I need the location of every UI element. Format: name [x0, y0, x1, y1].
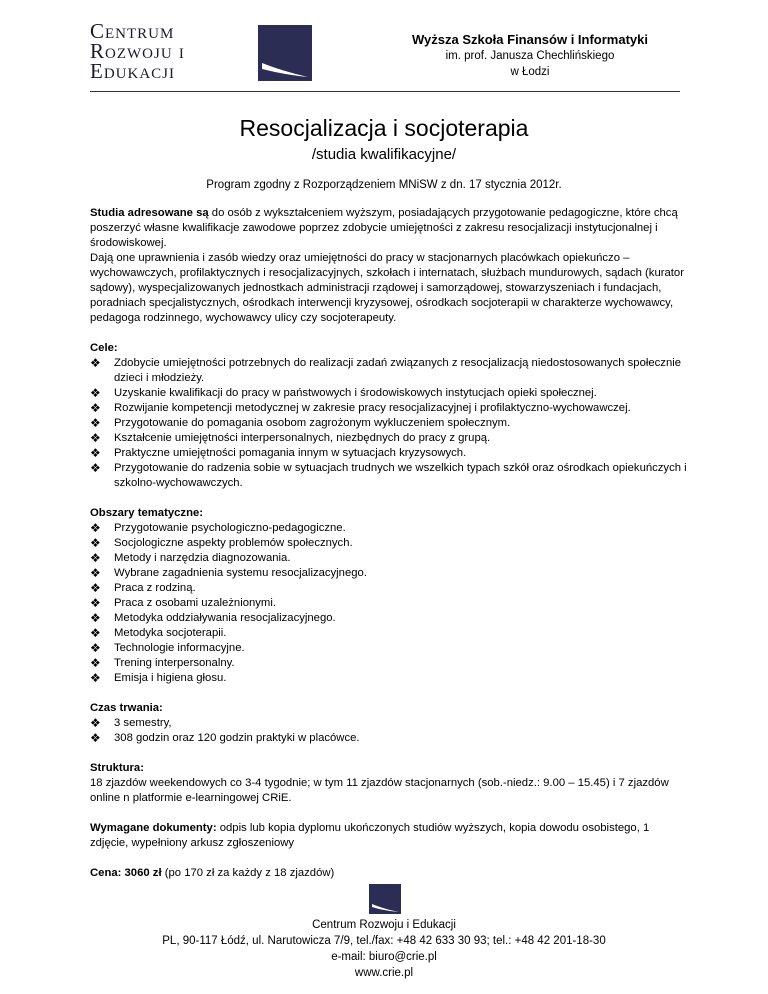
footer-address: PL, 90-117 Łódź, ul. Narutowicza 7/9, tel./fax: +48 42 633 30 93; tel.: +48 42 201-18-30 — [162, 935, 606, 947]
header-divider — [90, 91, 680, 92]
list-item: ❖ Praca z rodziną. — [90, 581, 196, 595]
list-item: ❖ Socjologiczne aspekty problemów społecznych. — [90, 536, 353, 550]
diamond-bullet-icon: ❖ — [90, 731, 101, 745]
price-text: (po 170 zł za każdy z 18 zjazdów) — [161, 867, 335, 879]
list-item: ❖ 3 semestry, — [90, 716, 172, 730]
logo-swoosh-icon — [258, 25, 312, 81]
topics-heading: Obszary tematyczne: — [90, 507, 204, 519]
diamond-bullet-icon: ❖ — [90, 401, 101, 415]
diamond-bullet-icon: ❖ — [90, 581, 101, 595]
list-item: ❖ Praca z osobami uzależnionymi. — [90, 596, 276, 610]
footer-org: Centrum Rozwoju i Edukacji — [312, 919, 456, 931]
footer-email: e-mail: biuro@crie.pl — [331, 951, 437, 963]
page-title: Resocjalizacja i socjoterapia — [239, 115, 529, 141]
duration-heading: Czas trwania: — [90, 702, 163, 714]
logo — [90, 21, 300, 83]
diamond-bullet-icon: ❖ — [90, 656, 101, 670]
list-item: ❖ Przygotowanie do radzenia sobie w sytuacjach trudnych we wszelkich typach szkół oraz ośrodkach opiekuńczych i szkolno-wychowawczych. — [90, 461, 687, 489]
diamond-bullet-icon: ❖ — [90, 626, 101, 640]
goals-heading: Cele: — [90, 342, 118, 354]
footer-logo-icon — [369, 884, 401, 914]
goals-list — [90, 356, 690, 491]
intro-paragraph — [90, 206, 690, 251]
footer-web: www.crie.pl — [354, 967, 414, 979]
price-heading: Cena: 3060 zł — [90, 867, 162, 879]
diamond-bullet-icon: ❖ — [90, 671, 101, 685]
list-item: ❖ Przygotowanie psychologiczno-pedagogiczne. — [90, 521, 346, 535]
document-body — [90, 206, 690, 881]
page-subtitle: /studia kwalifikacyjne/ — [311, 146, 457, 163]
list-item: ❖ Uzyskanie kwalifikacji do pracy w państwowych i środowiskowych instytucjach opieki społecznej. — [90, 386, 597, 400]
list-item: ❖ Kształcenie umiejętności interpersonalnych, niezbędnych do pracy z grupą. — [90, 431, 491, 445]
diamond-bullet-icon: ❖ — [90, 446, 101, 460]
diamond-bullet-icon: ❖ — [90, 536, 101, 550]
school-city: w Łodzi — [510, 66, 550, 78]
list-item: ❖ Rozwijanie kompetencji metodycznej w zakresie pracy resocjalizacyjnej i profilaktyczno-wychowawczej. — [90, 401, 631, 415]
documents-text: odpis lub kopia dyplomu ukończonych studiów wyższych, kopia dowodu osobistego, 1 zdjęcie, wypełniony arkusz zgłoszeniowy — [90, 822, 650, 849]
list-item: ❖ Zdobycie umiejętności potrzebnych do realizacji zadań związanych z resocjalizacją niedostosowanych społecznie dzieci i młodzieży. — [90, 356, 682, 384]
diamond-bullet-icon: ❖ — [90, 356, 101, 370]
structure-heading: Struktura: — [90, 762, 144, 774]
diamond-bullet-icon: ❖ — [90, 416, 101, 430]
list-item: ❖ Trening interpersonalny. — [90, 656, 235, 670]
topics-list — [90, 521, 690, 686]
duration-list — [90, 716, 690, 746]
list-item: ❖ Metodyka oddziaływania resocjalizacyjnego. — [90, 611, 336, 625]
list-item: ❖ Metodyka socjoterapii. — [90, 626, 227, 640]
documents-paragraph — [90, 821, 690, 851]
program-note: Program zgodny z Rozporządzeniem MNiSW z dn. 17 stycznia 2012r. — [206, 179, 562, 191]
list-item: ❖ Technologie informacyjne. — [90, 641, 245, 655]
diamond-bullet-icon: ❖ — [90, 716, 101, 730]
logo-wordmark — [90, 21, 185, 81]
list-item: ❖ Przygotowanie do pomagania osobom zagrożonym wykluczeniem społecznym. — [90, 416, 511, 430]
school-header — [400, 31, 660, 80]
price-paragraph — [90, 866, 690, 881]
logo-line-2: Rozwoju i — [90, 39, 185, 63]
intro-text: do osób z wykształceniem wyższym, posiadających przygotowanie pedagogiczne, które chcą poszerzyć własne kwalifikacje zawodowe poprzez zdobycie umiejętności z zakresu resocjalizacji instytucjonalnej i środowiskowej. — [90, 207, 678, 249]
intro-lead: Studia adresowane są — [90, 207, 209, 219]
logo-line-3: Edukacji — [90, 59, 175, 83]
list-item: ❖ 308 godzin oraz 120 godzin praktyki w placówce. — [90, 731, 360, 745]
list-item: ❖ Praktyczne umiejętności pomagania innym w sytuacjach kryzysowych. — [90, 446, 467, 460]
diamond-bullet-icon: ❖ — [90, 386, 101, 400]
school-name: Wyższa Szkoła Finansów i Informatyki — [412, 32, 648, 47]
diamond-bullet-icon: ❖ — [90, 551, 101, 565]
diamond-bullet-icon: ❖ — [90, 521, 101, 535]
diamond-bullet-icon: ❖ — [90, 611, 101, 625]
diamond-bullet-icon: ❖ — [90, 461, 101, 475]
intro-paragraph-2: Dają one uprawnienia i zasób wiedzy oraz umiejętności do pracy w stacjonarnych placówkach opiekuńczo – wychowawczych, profilaktycznych i resocjalizacyjnych, szkołach i internatach, służbach mundurowych, sądach (kurator sądowy), wyspecjalizowanych jednostkach administracji rządowej i samorządowej, stowarzyszeniach i fundacjach, poradniach specjalistycznych, ośrodkach interwencji kryzysowej, ośrodkach socjoterapii w charakterze wychowawcy, pedagoga rodzinnego, wychowawcy ulicy czy socjoterapeuty. — [90, 252, 684, 324]
structure-text: 18 zjazdów weekendowych co 3-4 tygodnie; w tym 11 zjazdów stacjonarnych (sob.-niedz.: 9.00 – 15.45) i 7 zjazdów online n platformie e-learningowej CRiE. — [90, 777, 669, 804]
logo-line-1: Centrum — [90, 19, 175, 43]
list-item: ❖ Metody i narzędzia diagnozowania. — [90, 551, 291, 565]
diamond-bullet-icon: ❖ — [90, 431, 101, 445]
footer — [0, 917, 768, 981]
documents-heading: Wymagane dokumenty: — [90, 822, 217, 834]
diamond-bullet-icon: ❖ — [90, 641, 101, 655]
diamond-bullet-icon: ❖ — [90, 566, 101, 580]
list-item: ❖ Wybrane zagadnienia systemu resocjalizacyjnego. — [90, 566, 367, 580]
school-patron: im. prof. Janusza Chechlińskiego — [445, 50, 615, 62]
list-item: ❖ Emisja i higiena głosu. — [90, 671, 227, 685]
diamond-bullet-icon: ❖ — [90, 596, 101, 610]
